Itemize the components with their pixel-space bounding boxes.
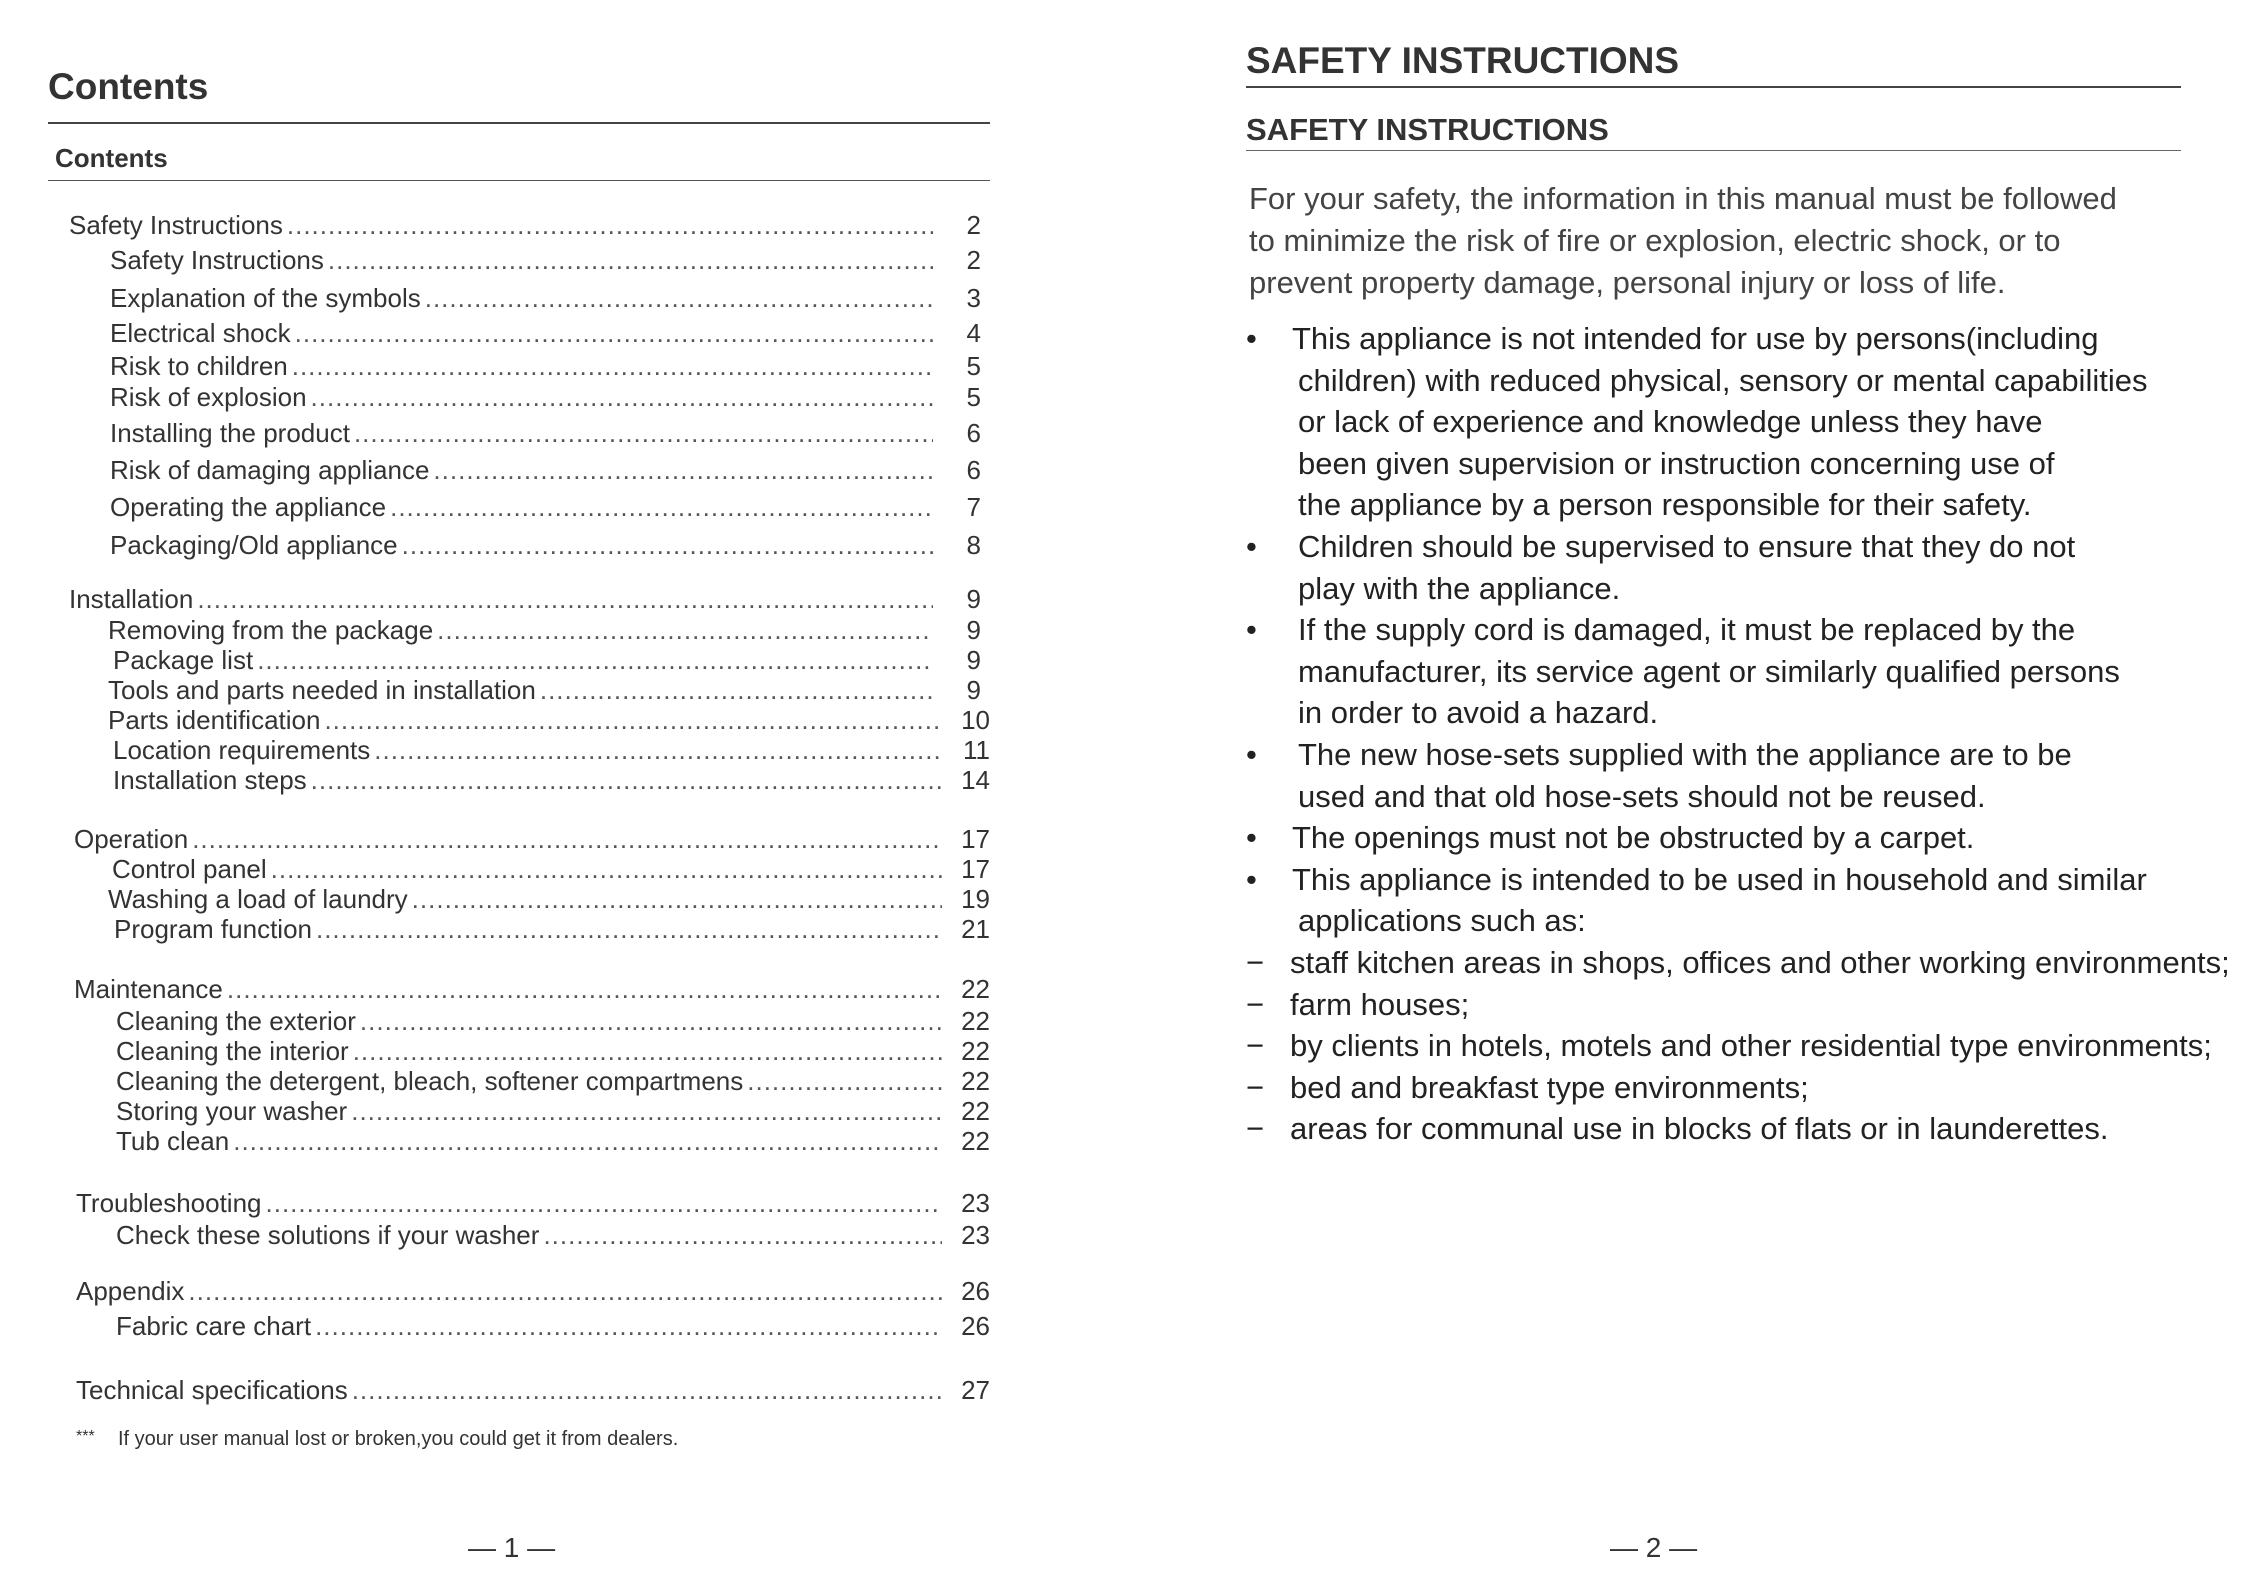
toc-page-number: 6 (966, 418, 981, 448)
toc-page-number: 22 (961, 974, 990, 1004)
footnote-text: If your user manual lost or broken,you could get it from dealers. (118, 1428, 679, 1450)
toc-entry (116, 1309, 990, 1343)
toc-label: Installation steps (113, 765, 307, 795)
toc-entry (114, 912, 990, 946)
toc-entry (110, 349, 981, 383)
toc-page-number: 26 (961, 1276, 990, 1306)
bullet-text: children) with reduced physical, sensory or mental capabilities (1298, 362, 2148, 398)
toc-entry (110, 316, 981, 350)
bullet-text: applications such as: (1298, 903, 1586, 939)
toc-page-number: 10 (961, 705, 990, 735)
toc-label: Risk of explosion (110, 382, 307, 412)
toc-entry (76, 1274, 990, 1308)
bullet-icon: • (1246, 528, 1257, 564)
toc-leader (324, 703, 942, 737)
toc-label: Safety Instructions (110, 245, 324, 275)
toc-label: Removing from the package (108, 615, 434, 645)
toc-label: Operating the appliance (110, 492, 387, 522)
subtitle-rule (48, 180, 990, 181)
toc-label: Control panel (112, 854, 267, 884)
dash-icon: − (1246, 1028, 1265, 1064)
toc-entry (76, 1373, 990, 1407)
toc-leader (295, 316, 933, 350)
toc-leader (543, 1218, 942, 1252)
toc-leader (197, 582, 933, 616)
toc-entry (110, 490, 981, 524)
dash-icon: − (1246, 986, 1265, 1022)
dash-text: areas for communal use in blocks of flats or in launderettes. (1290, 1111, 2109, 1147)
toc-entry (108, 703, 990, 737)
toc-entry (108, 673, 981, 707)
toc-entry (113, 643, 981, 677)
toc-leader (287, 208, 933, 242)
left-page (0, 0, 1122, 1587)
toc-page-number: 22 (961, 1066, 990, 1096)
toc-label: Operation (74, 824, 189, 854)
toc-entry (113, 763, 990, 797)
toc-label: Cleaning the interior (116, 1036, 349, 1066)
toc-leader (292, 349, 933, 383)
toc-label: Package list (113, 645, 254, 675)
bullet-icon: • (1246, 861, 1257, 897)
toc-entry (74, 972, 990, 1006)
toc-label: Washing a load of laundry (108, 884, 408, 914)
toc-leader (227, 972, 942, 1006)
toc-page-number: 9 (966, 675, 981, 705)
toc-page-number: 19 (961, 884, 990, 914)
toc-leader (402, 528, 933, 562)
page-number: — 2 — (1610, 1532, 1698, 1563)
intro-paragraph (1249, 178, 2189, 304)
toc-entry (110, 416, 981, 450)
toc-entry (116, 1004, 990, 1038)
toc-page-number: 17 (961, 854, 990, 884)
toc-page-number: 17 (961, 824, 990, 854)
bullet-text: manufacturer, its service agent or similarly qualified persons (1298, 653, 2120, 689)
toc-entry (116, 1064, 990, 1098)
dash-icon: − (1246, 1069, 1265, 1105)
bullet-text: play with the appliance. (1298, 570, 1621, 606)
toc-label: Location requirements (113, 735, 371, 765)
toc-label: Tools and parts needed in installation (108, 675, 536, 705)
right-page (1122, 0, 2245, 1587)
toc-entry (69, 582, 981, 616)
toc-leader (390, 490, 933, 524)
bullet-text: the appliance by a person responsible for their safety. (1298, 487, 2032, 523)
toc-entry (110, 528, 981, 562)
toc-entry (69, 208, 981, 242)
dash-text: farm houses; (1290, 986, 1470, 1022)
toc-page-number: 23 (961, 1220, 990, 1250)
toc-label: Risk to children (110, 351, 288, 381)
toc-label: Program function (114, 914, 312, 944)
toc-page-number: 2 (966, 210, 981, 240)
toc-label: Cleaning the exterior (116, 1006, 356, 1036)
toc-leader (315, 1309, 942, 1343)
toc-label: Installation (69, 584, 194, 614)
toc-leader (328, 243, 933, 277)
toc-page-number: 14 (961, 765, 990, 795)
dash-icon: − (1246, 1111, 1265, 1147)
toc-page-number: 27 (961, 1375, 990, 1405)
toc-entry (108, 613, 981, 647)
dash-text: staff kitchen areas in shops, offices and other working environments; (1290, 944, 2230, 980)
toc-page-number: 3 (966, 283, 981, 313)
toc-leader (188, 1274, 942, 1308)
bullet-text: The new hose-sets supplied with the appliance are to be (1298, 736, 2072, 772)
bullet-text: The openings must not be obstructed by a carpet. (1292, 820, 1975, 856)
toc-label: Appendix (76, 1276, 185, 1306)
toc-page-number: 23 (961, 1188, 990, 1218)
toc-leader (192, 822, 942, 856)
toc-leader (311, 763, 942, 797)
contents-title: Contents (48, 66, 209, 107)
toc-page-number: 6 (966, 455, 981, 485)
toc-label: Fabric care chart (116, 1311, 312, 1341)
toc-leader (271, 852, 942, 886)
toc-label: Parts identification (108, 705, 321, 735)
page-number: — 1 — (468, 1532, 556, 1563)
toc-entry (113, 733, 990, 767)
toc-leader (353, 1034, 942, 1068)
toc-leader (412, 882, 942, 916)
intro-line: to minimize the risk of fire or explosion, electric shock, or to (1249, 223, 2061, 258)
toc-label: Technical specifications (76, 1375, 348, 1405)
toc-entry (116, 1218, 990, 1252)
dash-icon: − (1246, 944, 1265, 980)
toc-label: Installing the product (110, 418, 350, 448)
toc-leader (351, 1094, 942, 1128)
bullet-icon: • (1246, 321, 1257, 356)
intro-line: prevent property damage, personal injury or loss of life. (1249, 265, 2006, 300)
toc-page-number: 9 (966, 645, 981, 675)
toc-leader (360, 1004, 942, 1038)
toc-label: Risk of damaging appliance (110, 455, 430, 485)
bullet-text: or lack of experience and knowledge unless they have (1298, 404, 2043, 440)
toc-leader (437, 613, 933, 647)
toc-leader (354, 416, 933, 450)
toc-label: Packaging/Old appliance (110, 530, 398, 560)
bullet-text: in order to avoid a hazard. (1298, 695, 1659, 731)
toc-page-number: 22 (961, 1096, 990, 1126)
bullet-icon: • (1246, 820, 1257, 856)
toc-entry (110, 380, 981, 414)
toc-leader (257, 643, 933, 677)
toc-page-number: 26 (961, 1311, 990, 1341)
toc-page-number: 2 (966, 245, 981, 275)
toc-label: Safety Instructions (69, 210, 283, 240)
toc-leader (316, 912, 942, 946)
bullet-text: Children should be supervised to ensure that they do not (1298, 528, 2076, 564)
toc-label: Tub clean (116, 1126, 230, 1156)
bullet-icon: • (1246, 612, 1257, 648)
toc-leader (266, 1186, 943, 1220)
toc-label: Explanation of the symbols (110, 283, 421, 313)
toc-entry (76, 1186, 990, 1220)
toc-leader (352, 1373, 942, 1407)
toc-entry (74, 822, 990, 856)
toc-label: Electrical shock (110, 318, 291, 348)
subtitle-rule (1246, 150, 2181, 151)
toc-entry (116, 1094, 990, 1128)
toc-entry (112, 852, 990, 886)
toc-page-number: 9 (966, 584, 981, 614)
toc-leader (233, 1124, 942, 1158)
toc-page-number: 4 (966, 318, 981, 348)
toc-page-number: 9 (966, 615, 981, 645)
toc-entry (108, 882, 990, 916)
toc-label: Troubleshooting (76, 1188, 262, 1218)
contents-subtitle: Contents (55, 143, 168, 173)
footnote-marker: *** (76, 1428, 95, 1445)
toc-entry (116, 1124, 990, 1158)
toc-leader (425, 281, 933, 315)
bullet-text: If the supply cord is damaged, it must be replaced by the (1298, 612, 2076, 648)
toc-page-number: 5 (966, 351, 981, 381)
toc-entry (110, 453, 981, 487)
toc-page-number: 5 (966, 382, 981, 412)
toc-entry (110, 281, 981, 315)
bullet-text: used and that old hose-sets should not be reused. (1298, 778, 1986, 814)
toc-label: Check these solutions if your washer (116, 1220, 540, 1250)
bullet-text: This appliance is intended to be used in household and similar (1292, 861, 2147, 897)
toc-leader (374, 733, 942, 767)
safety-subtitle: SAFETY INSTRUCTIONS (1246, 112, 1609, 147)
toc-page-number: 11 (963, 735, 990, 765)
toc-page-number: 8 (966, 530, 981, 560)
toc-leader (540, 673, 933, 707)
dash-text: bed and breakfast type environments; (1290, 1069, 1809, 1105)
toc-page-number: 22 (961, 1036, 990, 1066)
dash-text: by clients in hotels, motels and other residential type environments; (1290, 1028, 2212, 1064)
bullet-text: been given supervision or instruction concerning use of (1298, 445, 2055, 481)
toc-page-number: 21 (961, 914, 990, 944)
title-rule (1246, 86, 2181, 88)
intro-line: For your safety, the information in this manual must be followed (1249, 181, 2117, 216)
safety-title: SAFETY INSTRUCTIONS (1246, 40, 1680, 81)
toc-leader (747, 1064, 942, 1098)
toc-page-number: 22 (961, 1126, 990, 1156)
toc-label: Cleaning the detergent, bleach, softener compartmens (116, 1066, 744, 1096)
toc-label: Maintenance (74, 974, 223, 1004)
toc-page-number: 7 (966, 492, 981, 522)
title-rule (48, 122, 990, 124)
toc-entry (116, 1034, 990, 1068)
bullet-text: This appliance is not intended for use by persons(including (1292, 321, 2099, 356)
bullet-icon: • (1246, 736, 1257, 772)
footnote (76, 1428, 678, 1451)
toc-leader (433, 453, 933, 487)
toc-leader (311, 380, 933, 414)
toc-page-number: 22 (961, 1006, 990, 1036)
toc-label: Storing your washer (116, 1096, 348, 1126)
toc-entry (110, 243, 981, 277)
